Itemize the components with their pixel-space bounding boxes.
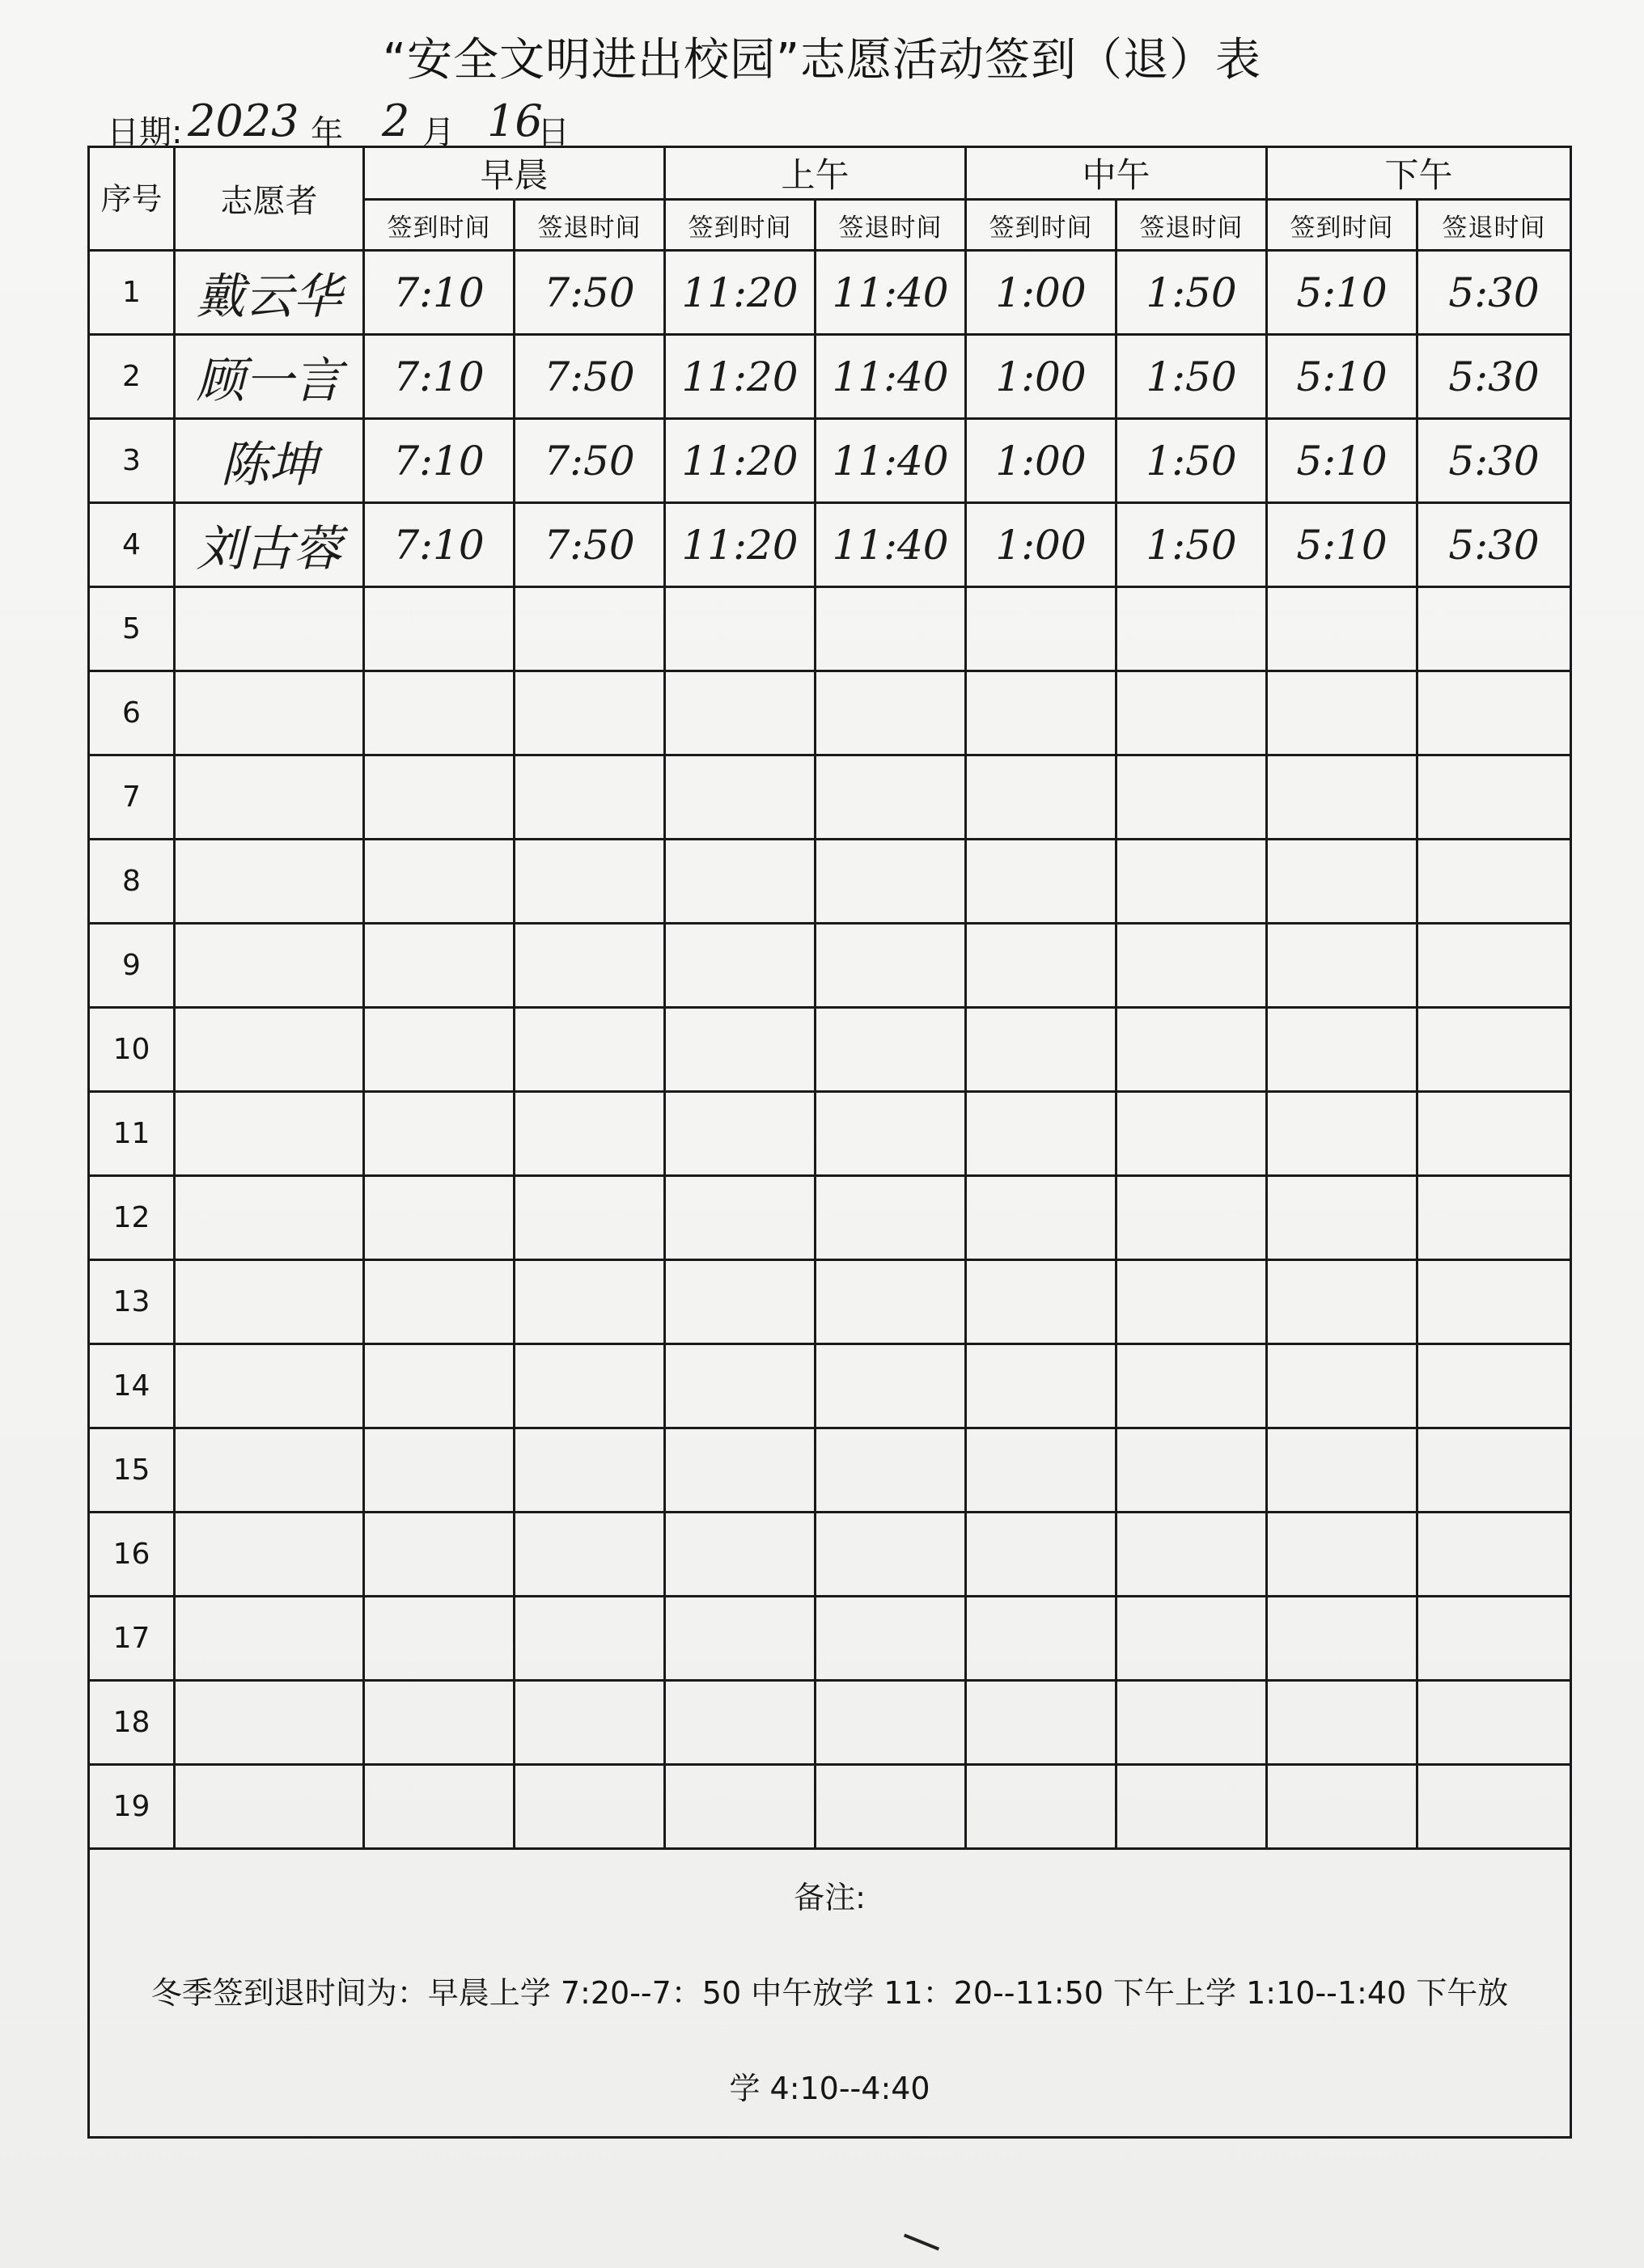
- sign-out-time: [515, 1344, 665, 1428]
- sign-in-time: 5:10: [1267, 503, 1417, 587]
- volunteer-name: 刘古蓉: [175, 503, 364, 587]
- sign-in-time: [1267, 924, 1417, 1008]
- table-row: [89, 335, 1571, 419]
- sign-in-time: [665, 924, 816, 1008]
- sign-out-time: [816, 1092, 966, 1176]
- sign-out-time: [1417, 587, 1571, 671]
- sign-in-time: 1:00: [966, 419, 1116, 503]
- sign-out-time: [1417, 1344, 1571, 1428]
- sign-in-time: [665, 840, 816, 924]
- header-volunteer: 志愿者: [175, 147, 364, 251]
- sign-out-time: [816, 840, 966, 924]
- table-row: [89, 1765, 1571, 1849]
- row-number: 10: [89, 1008, 175, 1092]
- row-number: 11: [89, 1092, 175, 1176]
- sign-out-time: [515, 1513, 665, 1597]
- sign-in-time: [1267, 1008, 1417, 1092]
- sign-in-time: 5:10: [1267, 251, 1417, 335]
- volunteer-name: [175, 1092, 364, 1176]
- sign-in-time: 7:10: [364, 503, 515, 587]
- table-row: [89, 1008, 1571, 1092]
- sign-in-time: [665, 755, 816, 840]
- sign-in-time: [364, 1597, 515, 1681]
- volunteer-name: 顾一言: [175, 335, 364, 419]
- sign-in-time: [1267, 755, 1417, 840]
- table-row: [89, 671, 1571, 755]
- sign-in-time: [665, 1092, 816, 1176]
- table-row: [89, 503, 1571, 587]
- notes-label: 备注:: [794, 1880, 866, 1915]
- sign-in-time: [966, 671, 1116, 755]
- sign-in-time: [966, 1008, 1116, 1092]
- sign-in-time: 1:00: [966, 503, 1116, 587]
- volunteer-name: 戴云华: [175, 251, 364, 335]
- sign-in-time: [665, 1344, 816, 1428]
- sign-out-time: [1417, 1260, 1571, 1344]
- sign-out-time: [816, 924, 966, 1008]
- volunteer-name: [175, 1176, 364, 1260]
- sign-in-time: [1267, 1765, 1417, 1849]
- table-row: [89, 1428, 1571, 1513]
- header-sign-out: 签退时间: [1417, 200, 1571, 251]
- sign-out-time: [1116, 1428, 1267, 1513]
- sign-out-time: [1417, 840, 1571, 924]
- sign-in-time: 7:10: [364, 251, 515, 335]
- sign-in-time: [1267, 1428, 1417, 1513]
- notes-line-1: 冬季签到退时间为：早晨上学 7:20--7：50 中午放学 11：20--11:50 下午上学 1:10--1:40 下午放: [150, 1975, 1509, 2011]
- date-day-handwritten: 16: [487, 95, 543, 146]
- sign-out-time: [816, 1513, 966, 1597]
- row-number: 12: [89, 1176, 175, 1260]
- volunteer-name: [175, 1681, 364, 1765]
- sign-out-time: [515, 1597, 665, 1681]
- sign-in-time: [364, 1513, 515, 1597]
- table-row: [89, 251, 1571, 335]
- sign-in-time: [1267, 1260, 1417, 1344]
- form-title: “安全文明进出校园”志愿活动签到（退）表: [382, 34, 1262, 87]
- sign-out-time: [515, 1765, 665, 1849]
- header-period-forenoon: 上午: [665, 147, 966, 200]
- sign-out-time: 11:40: [816, 419, 966, 503]
- table-body: [89, 251, 1571, 1849]
- header-sign-in: 签到时间: [1267, 200, 1417, 251]
- sign-out-time: 5:30: [1417, 503, 1571, 587]
- sign-out-time: [1116, 671, 1267, 755]
- sign-in-time: [966, 587, 1116, 671]
- sign-out-time: 11:40: [816, 335, 966, 419]
- sign-out-time: [816, 1176, 966, 1260]
- sign-out-time: [1116, 1008, 1267, 1092]
- sign-in-time: [665, 1765, 816, 1849]
- sign-out-time: [1116, 840, 1267, 924]
- table-row: [89, 1176, 1571, 1260]
- sign-out-time: [1116, 587, 1267, 671]
- sign-out-time: 1:50: [1116, 503, 1267, 587]
- row-number: 3: [89, 419, 175, 503]
- header-sign-in: 签到时间: [665, 200, 816, 251]
- row-number: 2: [89, 335, 175, 419]
- sign-out-time: [816, 1597, 966, 1681]
- sign-out-time: 7:50: [515, 503, 665, 587]
- sign-in-time: [966, 1765, 1116, 1849]
- sign-in-time: [1267, 840, 1417, 924]
- row-number: 17: [89, 1597, 175, 1681]
- volunteer-name: [175, 1260, 364, 1344]
- row-number: 9: [89, 924, 175, 1008]
- volunteer-name: [175, 840, 364, 924]
- day-label: 日: [537, 114, 570, 151]
- table-row: [89, 587, 1571, 671]
- row-number: 18: [89, 1681, 175, 1765]
- sign-in-time: [966, 1092, 1116, 1176]
- row-number: 16: [89, 1513, 175, 1597]
- sign-out-time: [1417, 1681, 1571, 1765]
- sign-out-time: 7:50: [515, 419, 665, 503]
- sign-out-time: [816, 755, 966, 840]
- sign-out-time: [515, 840, 665, 924]
- sign-in-time: 11:20: [665, 503, 816, 587]
- volunteer-name: [175, 1597, 364, 1681]
- sign-in-time: [966, 1344, 1116, 1428]
- row-number: 14: [89, 1344, 175, 1428]
- sign-out-time: [1116, 1344, 1267, 1428]
- sign-out-time: [816, 1765, 966, 1849]
- header-sign-in: 签到时间: [966, 200, 1116, 251]
- table-row: [89, 1092, 1571, 1176]
- year-label: 年: [311, 114, 343, 151]
- sign-in-time: 5:10: [1267, 419, 1417, 503]
- sign-out-time: [816, 587, 966, 671]
- sign-out-time: [1417, 1176, 1571, 1260]
- date-month-handwritten: 2: [382, 95, 410, 146]
- sign-out-time: 1:50: [1116, 251, 1267, 335]
- sign-out-time: [1417, 671, 1571, 755]
- table-row: [89, 924, 1571, 1008]
- sign-out-time: [816, 1260, 966, 1344]
- date-line: [107, 95, 673, 152]
- sign-out-time: [515, 671, 665, 755]
- sign-out-time: [1116, 1597, 1267, 1681]
- sign-out-time: 11:40: [816, 503, 966, 587]
- sign-out-time: 5:30: [1417, 335, 1571, 419]
- sign-in-time: [1267, 1176, 1417, 1260]
- header-sign-out: 签退时间: [816, 200, 966, 251]
- sign-in-time: [1267, 1597, 1417, 1681]
- sign-out-time: [1116, 1092, 1267, 1176]
- sign-in-time: [966, 1176, 1116, 1260]
- date-year-handwritten: 2023: [188, 95, 299, 146]
- volunteer-name: [175, 755, 364, 840]
- table-row: [89, 1513, 1571, 1597]
- header-sign-in: 签到时间: [364, 200, 515, 251]
- sign-in-time: [364, 1765, 515, 1849]
- sign-in-time: [364, 1008, 515, 1092]
- sign-in-time: [665, 587, 816, 671]
- sign-in-time: 1:00: [966, 251, 1116, 335]
- sign-in-time: [364, 1260, 515, 1344]
- sign-out-time: [1417, 1092, 1571, 1176]
- sign-in-time: [665, 1176, 816, 1260]
- sign-in-time: [364, 1092, 515, 1176]
- header-period-afternoon: 下午: [1267, 147, 1571, 200]
- sign-in-time: [966, 1513, 1116, 1597]
- sign-out-time: [515, 755, 665, 840]
- sign-out-time: [1116, 1260, 1267, 1344]
- sign-out-time: [515, 1681, 665, 1765]
- sign-in-time: [966, 1597, 1116, 1681]
- sign-in-time: [364, 1428, 515, 1513]
- sign-in-time: 11:20: [665, 419, 816, 503]
- table-row: [89, 1597, 1571, 1681]
- sign-out-time: [1116, 1765, 1267, 1849]
- sign-out-time: [515, 1092, 665, 1176]
- row-number: 7: [89, 755, 175, 840]
- header-period-morning: 早晨: [364, 147, 665, 200]
- sign-out-time: [515, 1428, 665, 1513]
- volunteer-name: [175, 587, 364, 671]
- sign-out-time: [816, 1428, 966, 1513]
- sign-in-time: [665, 1260, 816, 1344]
- sign-in-time: [1267, 1513, 1417, 1597]
- sign-in-time: [966, 1260, 1116, 1344]
- sign-out-time: 7:50: [515, 335, 665, 419]
- sign-in-time: [364, 1681, 515, 1765]
- header-seq: 序号: [89, 147, 175, 251]
- sign-in-time: [665, 1428, 816, 1513]
- sign-out-time: [816, 1681, 966, 1765]
- header-period-noon: 中午: [966, 147, 1267, 200]
- header-sign-out: 签退时间: [1116, 200, 1267, 251]
- sign-out-time: [816, 1344, 966, 1428]
- table-row: [89, 1260, 1571, 1344]
- sign-in-time: [364, 671, 515, 755]
- sign-in-time: [966, 1428, 1116, 1513]
- sign-out-time: [1116, 1513, 1267, 1597]
- sign-out-time: [1116, 1176, 1267, 1260]
- sign-out-time: [1417, 755, 1571, 840]
- sign-in-time: [1267, 1681, 1417, 1765]
- sign-out-time: 7:50: [515, 251, 665, 335]
- sign-out-time: [1417, 1597, 1571, 1681]
- sign-out-time: [515, 1008, 665, 1092]
- sign-out-time: [515, 1260, 665, 1344]
- sign-in-time: [364, 1344, 515, 1428]
- volunteer-name: [175, 1344, 364, 1428]
- row-number: 13: [89, 1260, 175, 1344]
- row-number: 1: [89, 251, 175, 335]
- table-row: [89, 755, 1571, 840]
- sign-in-time: [364, 840, 515, 924]
- sign-in-time: [1267, 1344, 1417, 1428]
- table-row: [89, 840, 1571, 924]
- row-number: 4: [89, 503, 175, 587]
- row-number: 5: [89, 587, 175, 671]
- sign-out-time: [1417, 1513, 1571, 1597]
- volunteer-name: [175, 924, 364, 1008]
- sign-out-time: 1:50: [1116, 335, 1267, 419]
- sign-in-time: [665, 1513, 816, 1597]
- sign-in-time: [1267, 671, 1417, 755]
- sign-out-time: [515, 924, 665, 1008]
- sign-out-time: 1:50: [1116, 419, 1267, 503]
- volunteer-name: [175, 1008, 364, 1092]
- sign-in-time: [665, 1681, 816, 1765]
- sign-in-time: 5:10: [1267, 335, 1417, 419]
- sign-in-time: [966, 840, 1116, 924]
- sign-out-time: 5:30: [1417, 251, 1571, 335]
- sign-in-time: [364, 1176, 515, 1260]
- attendance-table: [87, 146, 1572, 2139]
- volunteer-name: [175, 1765, 364, 1849]
- volunteer-name: [175, 1428, 364, 1513]
- volunteer-name: [175, 1513, 364, 1597]
- table-row: [89, 1681, 1571, 1765]
- sign-in-time: [364, 587, 515, 671]
- sign-in-time: [1267, 1092, 1417, 1176]
- sign-in-time: [966, 1681, 1116, 1765]
- sign-out-time: 5:30: [1417, 419, 1571, 503]
- volunteer-name: 陈坤: [175, 419, 364, 503]
- sign-in-time: 1:00: [966, 335, 1116, 419]
- notes-line-2: 学 4:10--4:40: [729, 2071, 930, 2106]
- sign-in-time: [966, 924, 1116, 1008]
- sign-out-time: [1116, 1681, 1267, 1765]
- sign-out-time: 11:40: [816, 251, 966, 335]
- sign-out-time: [1116, 924, 1267, 1008]
- month-label: 月: [422, 114, 455, 151]
- table-row: [89, 1344, 1571, 1428]
- row-number: 8: [89, 840, 175, 924]
- sign-in-time: [665, 671, 816, 755]
- date-label: 日期:: [107, 114, 183, 151]
- sign-in-time: 11:20: [665, 251, 816, 335]
- sign-out-time: [515, 1176, 665, 1260]
- row-number: 19: [89, 1765, 175, 1849]
- sign-out-time: [1417, 924, 1571, 1008]
- sign-in-time: 7:10: [364, 419, 515, 503]
- sign-out-time: [1417, 1428, 1571, 1513]
- header-sign-out: 签退时间: [515, 200, 665, 251]
- sign-out-time: [816, 671, 966, 755]
- row-number: 15: [89, 1428, 175, 1513]
- sign-in-time: [665, 1008, 816, 1092]
- sign-out-time: [1417, 1008, 1571, 1092]
- table-row: [89, 419, 1571, 503]
- notes-cell: [89, 1849, 1571, 2138]
- sign-in-time: [1267, 587, 1417, 671]
- sign-in-time: [665, 1597, 816, 1681]
- sign-in-time: [966, 755, 1116, 840]
- sign-out-time: [1116, 755, 1267, 840]
- sign-in-time: 7:10: [364, 335, 515, 419]
- sign-in-time: 11:20: [665, 335, 816, 419]
- volunteer-name: [175, 671, 364, 755]
- sign-in-time: [364, 924, 515, 1008]
- row-number: 6: [89, 671, 175, 755]
- pen-mark: [904, 2234, 939, 2251]
- sign-out-time: [816, 1008, 966, 1092]
- sign-in-time: [364, 755, 515, 840]
- sign-out-time: [515, 587, 665, 671]
- sign-out-time: [1417, 1765, 1571, 1849]
